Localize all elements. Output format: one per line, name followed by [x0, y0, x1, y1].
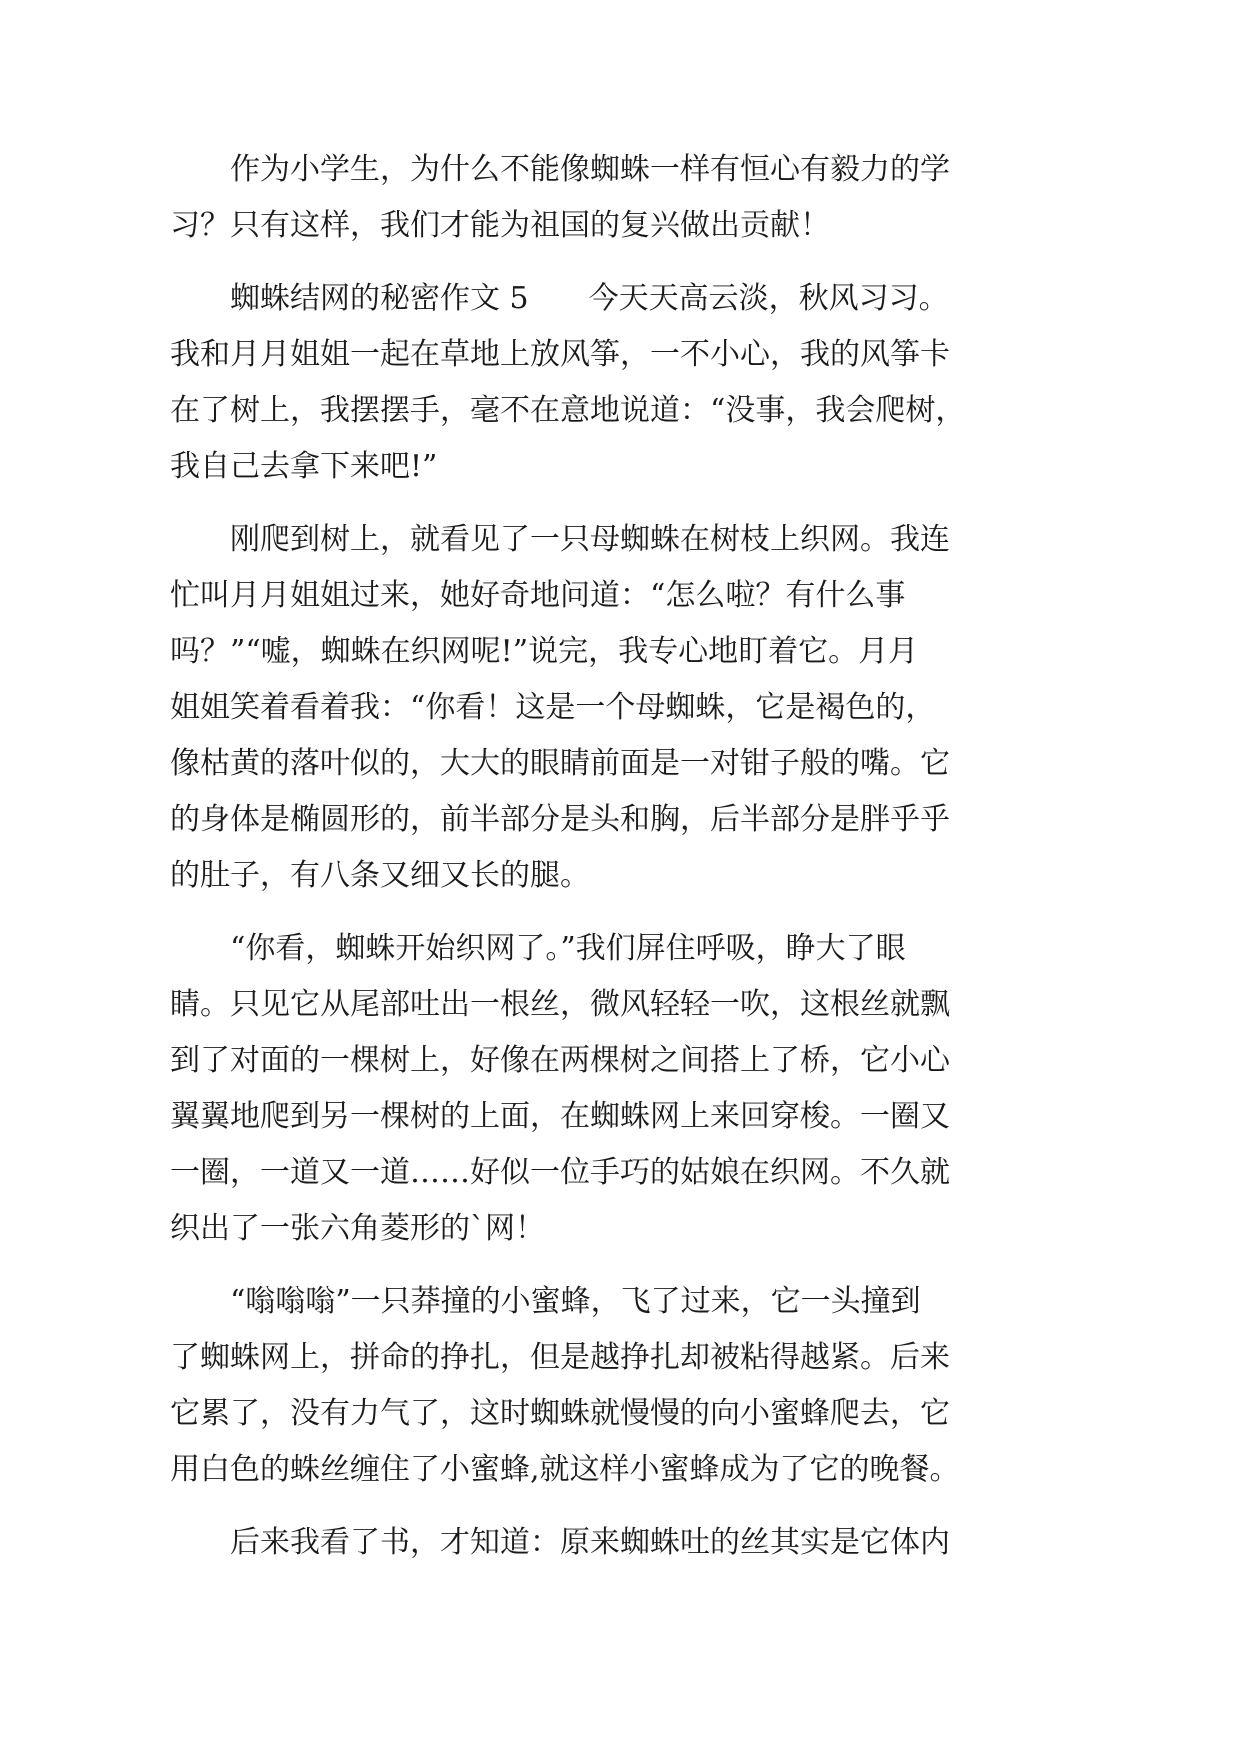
text-line: 在了树上，我摆摆手，毫不在意地说道：“没事，我会爬树， [170, 393, 966, 428]
text-line: 我自己去拿下来吧!” [170, 449, 438, 484]
text-line: 作为小学生，为什么不能像蜘蛛一样有恒心有毅力的学 [230, 152, 950, 187]
text-line: 织出了一张六角菱形的`网！ [170, 1211, 545, 1246]
text-line: 吗？”“嘘，蜘蛛在织网呢!”说完，我专心地盯着它。月月 [170, 634, 919, 669]
text-line: 刚爬到树上，就看见了一只母蜘蛛在树枝上织网。我连 [230, 522, 950, 557]
text-line: 一圈，一道又一道……好似一位手巧的姑娘在织网。不久就 [170, 1155, 950, 1190]
text-line: 用白色的蛛丝缠住了小蜜蜂,就这样小蜜蜂成为了它的晚餐。 [170, 1452, 960, 1487]
text-line: “嗡嗡嗡”一只莽撞的小蜜蜂，飞了过来，它一头撞到 [230, 1284, 921, 1319]
text-line: 到了对面的一棵树上，好像在两棵树之间搭上了桥，它小心 [170, 1043, 950, 1078]
text-line: 习？只有这样，我们才能为祖国的复兴做出贡献！ [170, 208, 830, 243]
text-line: 后来我看了书，才知道：原来蜘蛛吐的丝其实是它体内 [230, 1525, 950, 1560]
text-line: 的肚子，有八条又细又长的腿。 [170, 858, 590, 893]
text-line: 翼翼地爬到另一棵树的上面，在蜘蛛网上来回穿梭。一圈又 [170, 1099, 950, 1134]
text-line: 了蜘蛛网上，拼命的挣扎，但是越挣扎却被粘得越紧。后来 [170, 1340, 950, 1375]
text-line: 睛。只见它从尾部吐出一根丝，微风轻轻一吹，这根丝就飘 [170, 987, 950, 1022]
text-line: 像枯黄的落叶似的，大大的眼睛前面是一对钳子般的嘴。它 [170, 746, 950, 781]
text-line: 忙叫月月姐姐过来，她好奇地问道：“怎么啦？有什么事 [170, 578, 906, 613]
text-line: 我和月月姐姐一起在草地上放风筝，一不小心，我的风筝卡 [170, 337, 950, 372]
text-line: 的身体是椭圆形的，前半部分是头和胸，后半部分是胖乎乎 [170, 802, 950, 837]
text-line: 姐姐笑着看着我：“你看！这是一个母蜘蛛，它是褐色的， [170, 690, 936, 725]
text-line: 蜘蛛结网的秘密作文 5 今天天高云淡，秋风习习。 [230, 281, 949, 316]
text-line: 它累了，没有力气了，这时蜘蛛就慢慢的向小蜜蜂爬去，它 [170, 1396, 950, 1431]
text-line: “你看，蜘蛛开始织网了。”我们屏住呼吸，睁大了眼 [230, 931, 906, 966]
